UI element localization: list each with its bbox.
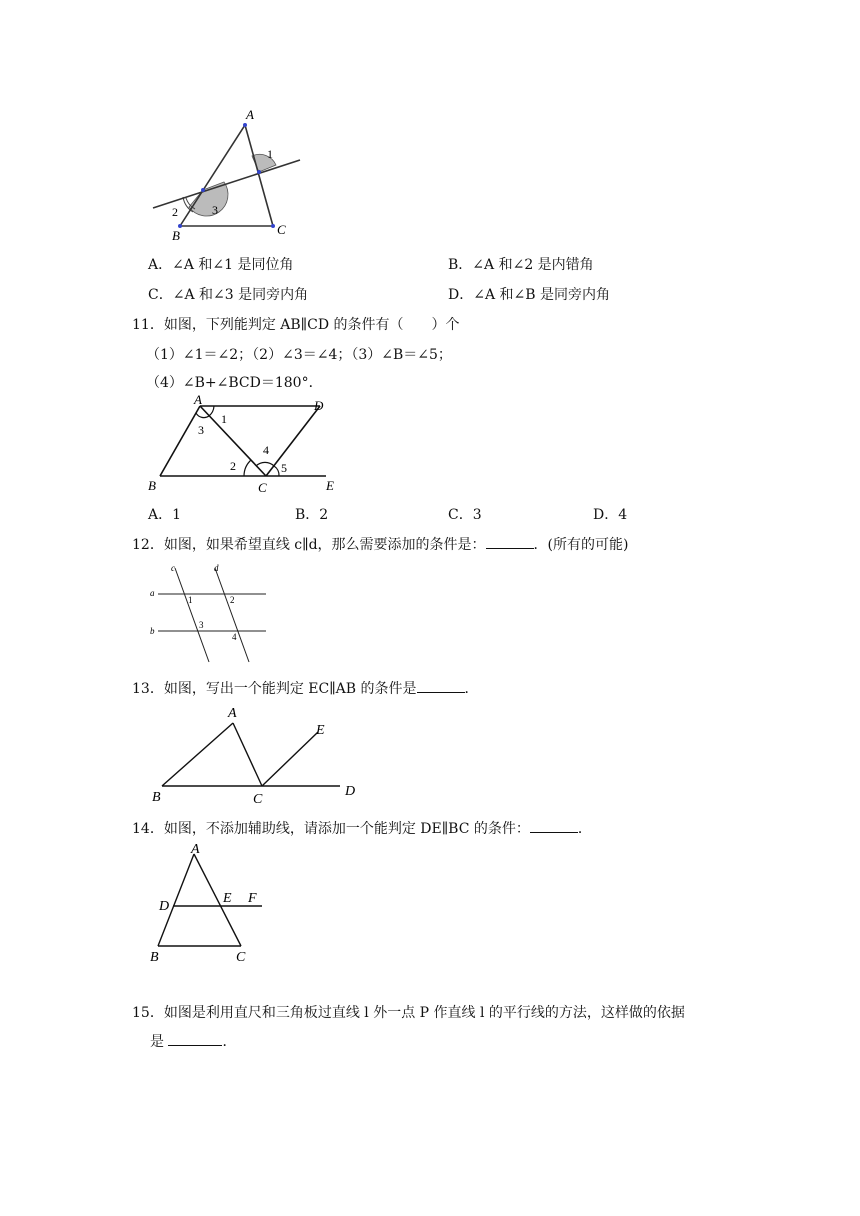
- label-d: d: [214, 563, 219, 573]
- label-3: 3: [212, 203, 218, 217]
- answer-blank[interactable]: [486, 536, 534, 549]
- label-D: D: [314, 398, 324, 413]
- label-C: C: [253, 792, 263, 807]
- q13-figure: [146, 700, 366, 807]
- q12-figure: [146, 560, 272, 666]
- label-E: E: [223, 891, 232, 906]
- q11-option-c: C．3: [448, 507, 482, 523]
- q10-option-b: B．∠A 和∠2 是内错角: [448, 257, 594, 273]
- label-5: 5: [281, 461, 287, 475]
- q11-conditions-line2: （4）∠B+∠BCD＝180°．: [146, 375, 323, 391]
- q11-option-d: D．4: [593, 507, 628, 523]
- label-4: 4: [232, 632, 237, 642]
- label-3: 3: [198, 423, 204, 437]
- label-D: D: [345, 784, 356, 799]
- q11-option-a: A．1: [148, 507, 182, 523]
- label-E: E: [316, 723, 325, 738]
- answer-blank[interactable]: [168, 1033, 222, 1046]
- answer-blank[interactable]: [417, 680, 465, 693]
- label-A: A: [228, 706, 237, 721]
- label-B: B: [148, 478, 156, 493]
- label-C: C: [277, 222, 286, 237]
- label-B: B: [150, 950, 159, 965]
- label-2: 2: [172, 205, 178, 219]
- q15-stem-line1: 15．如图是利用直尺和三角板过直线 l 外一点 P 作直线 l 的平行线的方法，这样做的依据: [132, 1005, 685, 1021]
- q15-stem-line2: 是 ．: [150, 1034, 237, 1050]
- q10-option-d: D．∠A 和∠B 是同旁内角: [448, 287, 610, 303]
- q11-figure: [140, 392, 350, 494]
- q12-stem: 12．如图，如果希望直线 c∥d，那么需要添加的条件是： ．(所有的可能): [132, 537, 629, 553]
- label-A: A: [194, 392, 202, 407]
- label-B: B: [172, 228, 180, 243]
- label-C: C: [236, 950, 246, 965]
- angle3-shade: [189, 182, 228, 216]
- q10-option-c: C．∠A 和∠3 是同旁内角: [148, 287, 309, 303]
- label-B: B: [152, 790, 161, 805]
- label-E: E: [326, 478, 334, 493]
- label-3: 3: [199, 620, 204, 630]
- q10-option-a: A．∠A 和∠1 是同位角: [148, 257, 294, 273]
- label-4: 4: [263, 443, 269, 457]
- label-c: c: [171, 563, 175, 573]
- label-2: 2: [230, 459, 236, 473]
- label-1: 1: [267, 147, 273, 161]
- label-b: b: [150, 626, 155, 636]
- q13-stem: 13．如图，写出一个能判定 EC∥AB 的条件是 ．: [132, 681, 479, 697]
- label-A: A: [191, 842, 200, 857]
- label-a: a: [150, 588, 155, 598]
- label-F: F: [248, 891, 257, 906]
- answer-blank[interactable]: [530, 820, 578, 833]
- q14-stem: 14．如图，不添加辅助线，请添加一个能判定 DE∥BC 的条件： ．: [132, 821, 592, 837]
- label-1: 1: [221, 412, 227, 426]
- q11-option-b: B．2: [295, 507, 329, 523]
- q11-conditions-line1: （1）∠1＝∠2；（2）∠3＝∠4；（3）∠B＝∠5；: [146, 347, 452, 363]
- q14-figure: [146, 840, 272, 966]
- label-A: A: [246, 107, 254, 122]
- label-2: 2: [230, 595, 235, 605]
- label-D: D: [159, 899, 170, 914]
- label-C: C: [258, 480, 267, 495]
- label-1: 1: [188, 595, 193, 605]
- q10-figure: [140, 100, 320, 245]
- q11-stem: 11．如图，下列能判定 AB∥CD 的条件有（ ）个: [132, 317, 460, 333]
